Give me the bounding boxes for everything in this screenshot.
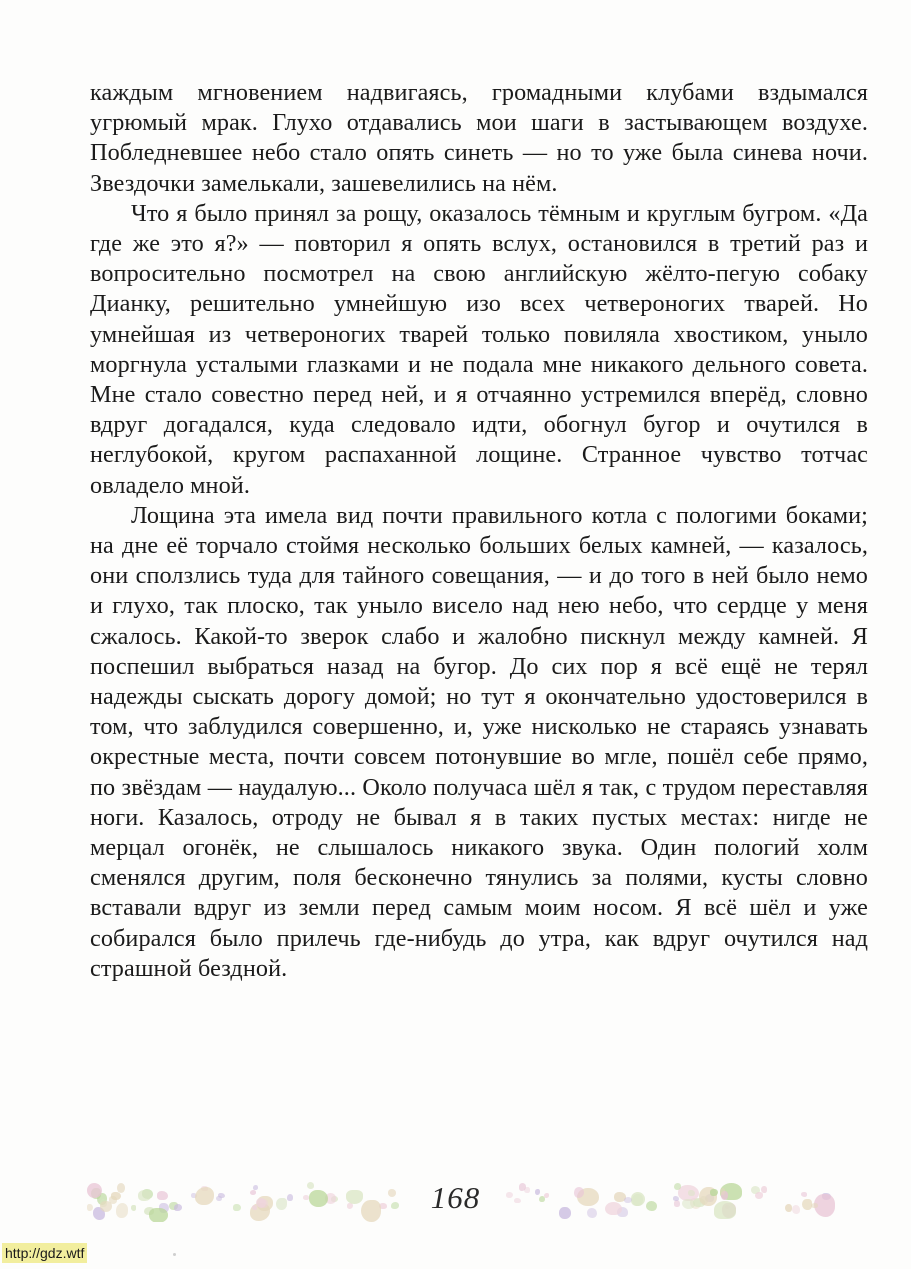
paragraph-3: Лощина эта имела вид почти правильного котла с пологими боками; на дне её торчало стоймя несколько больших белых камней, — казалось, они сползлись туда для тайного совещания, — и до того в ней было немо и глухо, так плоско, так уныло висело над нею небо, что сердце у меня сжалось. Какой-то зверок слабо и жалобно пискнул между камней. Я поспешил выбраться назад на бугор. До сих пор я всё ещё не терял надежды сыскать дорогу домой; но тут я окончательно удостоверился в том, что заблудился совершенно, и, уже нисколько не стараясь узнавать окрестные места, почти совсем потонувшие во мгле, пошёл себе прямо, по звёздам — наудалую... Около получаса шёл я так, с трудом переставляя ноги. Казалось, отроду не бывал я в таких пустых местах: нигде не мерцал огонёк, не слышалось никакого звука. Один пологий холм сменялся другим, поля бесконечно тянулись за полями, кусты словно вставали вдруг из земли перед самым моим носом. Я всё шёл и уже собирался было прилечь где-нибудь до утра, как вдруг очутился над страшной бездной. [90, 501, 868, 982]
page-text-body [90, 78, 868, 984]
page-number: 168 [430, 1180, 481, 1215]
page-footer [0, 1178, 911, 1234]
site-watermark: http://gdz.wtf [2, 1243, 87, 1263]
paragraph-2: Что я было принял за рощу, оказалось тёмным и круглым бугром. «Да где же это я?» — повторил я опять вслух, остановился в третий раз и вопросительно посмотрел на свою английскую жёлто-пегую собаку Дианку, решительно умнейшую изо всех четвероногих тварей. Но умнейшая из четвероногих тварей только повиляла хвостиком, уныло моргнула усталыми глазками и не подала мне никакого дельного совета. Мне стало совестно перед ней, и я отчаянно устремился вперёд, словно вдруг догадался, куда следовало идти, обогнул бугор и очутился в неглубокой, кругом распаханной лощине. Странное чувство тотчас овладело мной. [90, 199, 868, 499]
paragraph-1: каждым мгновением надвигаясь, громадными клубами вздымался угрюмый мрак. Глухо отдавались мои шаги в застывающем воздухе. Побледневшее небо стало опять синеть — но то уже была синева ночи. Звездочки замелькали, зашевелились на нём. [90, 79, 868, 197]
scan-speck [173, 1253, 176, 1256]
